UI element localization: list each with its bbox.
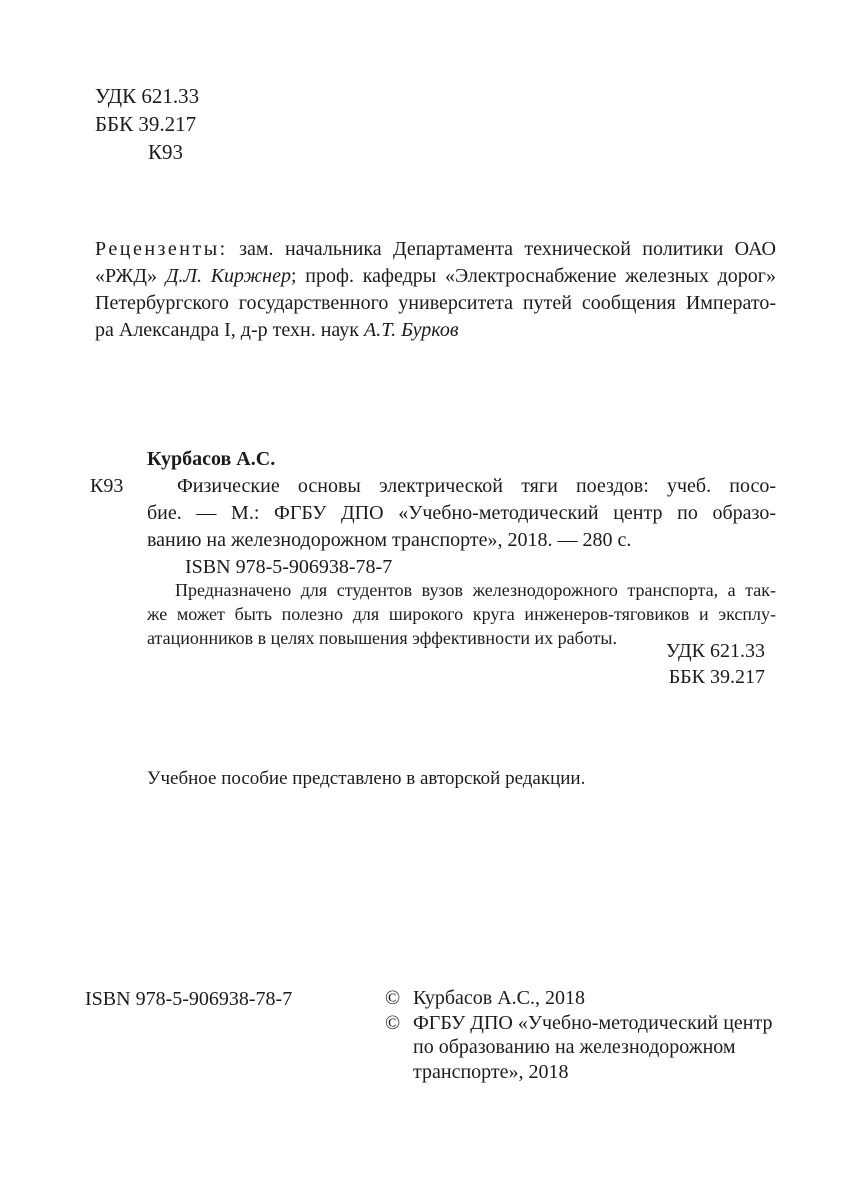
copyright-block (385, 986, 777, 1084)
reviewers-paragraph (95, 236, 776, 344)
udk-code: УДК 621.33 (95, 84, 200, 108)
copyright-publisher (385, 1011, 777, 1085)
reviewer-name-kirzhner: Д.Л. Киржнер (165, 265, 291, 287)
catalog-entry (90, 446, 776, 581)
reviewers-line-3: Петербургского государственного университета путей сообщения Императо- (95, 292, 776, 314)
copyright-publisher-line-3: транспорте», 2018 (413, 1060, 569, 1083)
copyright-symbol-2: © (385, 1011, 401, 1034)
reviewers-line-2 (95, 263, 776, 290)
reviewers-line-4-pre: ра Александра I, д-р техн. наук (95, 319, 364, 341)
bottom-isbn: ISBN 978-5-906938-78-7 (85, 988, 293, 1010)
reviewers-line-1-text: зам. начальника Департамента технической политики ОАО (239, 238, 776, 260)
reviewers-line-2-pre: «РЖД» (95, 265, 166, 287)
bbk-code: ББК 39.217 (95, 112, 197, 136)
catalog-title-line-1: Физические основы электрической тяги поездов: учеб. посо- (177, 475, 776, 497)
annotation-line-3: атационников в целях повышения эффективности их работы. (147, 628, 618, 648)
copyright-publisher-line-1: ФГБУ ДПО «Учебно-методический центр (413, 1011, 773, 1034)
udk-code-right: УДК 621.33 (665, 640, 765, 662)
copyright-author (385, 986, 777, 1011)
catalog-title-line-2: бие. — М.: ФГБУ ДПО «Учебно-методический центр по образо- (147, 502, 776, 524)
bbk-code-right: ББК 39.217 (668, 666, 765, 688)
catalog-author-sign: К93 (90, 475, 124, 497)
right-codes-block (147, 638, 765, 690)
edition-note: Учебное пособие представлено в авторской редакции. (147, 768, 586, 789)
author-sign-code: К93 (148, 140, 184, 164)
reviewers-line-1 (95, 236, 776, 263)
copyright-publisher-line-2: по образованию на железнодорожном (413, 1036, 736, 1058)
reviewers-line-4 (95, 317, 776, 344)
reviewer-name-burkov: А.Т. Бурков (363, 319, 459, 341)
reviewers-label: Рецензенты: (95, 238, 228, 260)
top-codes-block (95, 82, 199, 166)
reviewers-line-2-post: ; проф. кафедры «Электроснабжение железных дорог» (290, 265, 776, 287)
copyright-symbol-1: © (385, 987, 401, 1009)
annotation-line-1: Предназначено для студентов вузов железнодорожного транспорта, а так- (175, 580, 776, 600)
catalog-author: Курбасов А.С. (147, 448, 276, 470)
copyright-author-line: Курбасов А.С., 2018 (413, 987, 585, 1009)
catalog-isbn: ISBN 978-5-906938-78-7 (185, 556, 393, 578)
annotation-line-2: же может быть полезно для широкого круга инженеров-тяговиков и эксплу- (147, 604, 776, 624)
catalog-title-line-3: ванию на железнодорожном транспорте», 2018. — 280 с. (147, 529, 632, 551)
